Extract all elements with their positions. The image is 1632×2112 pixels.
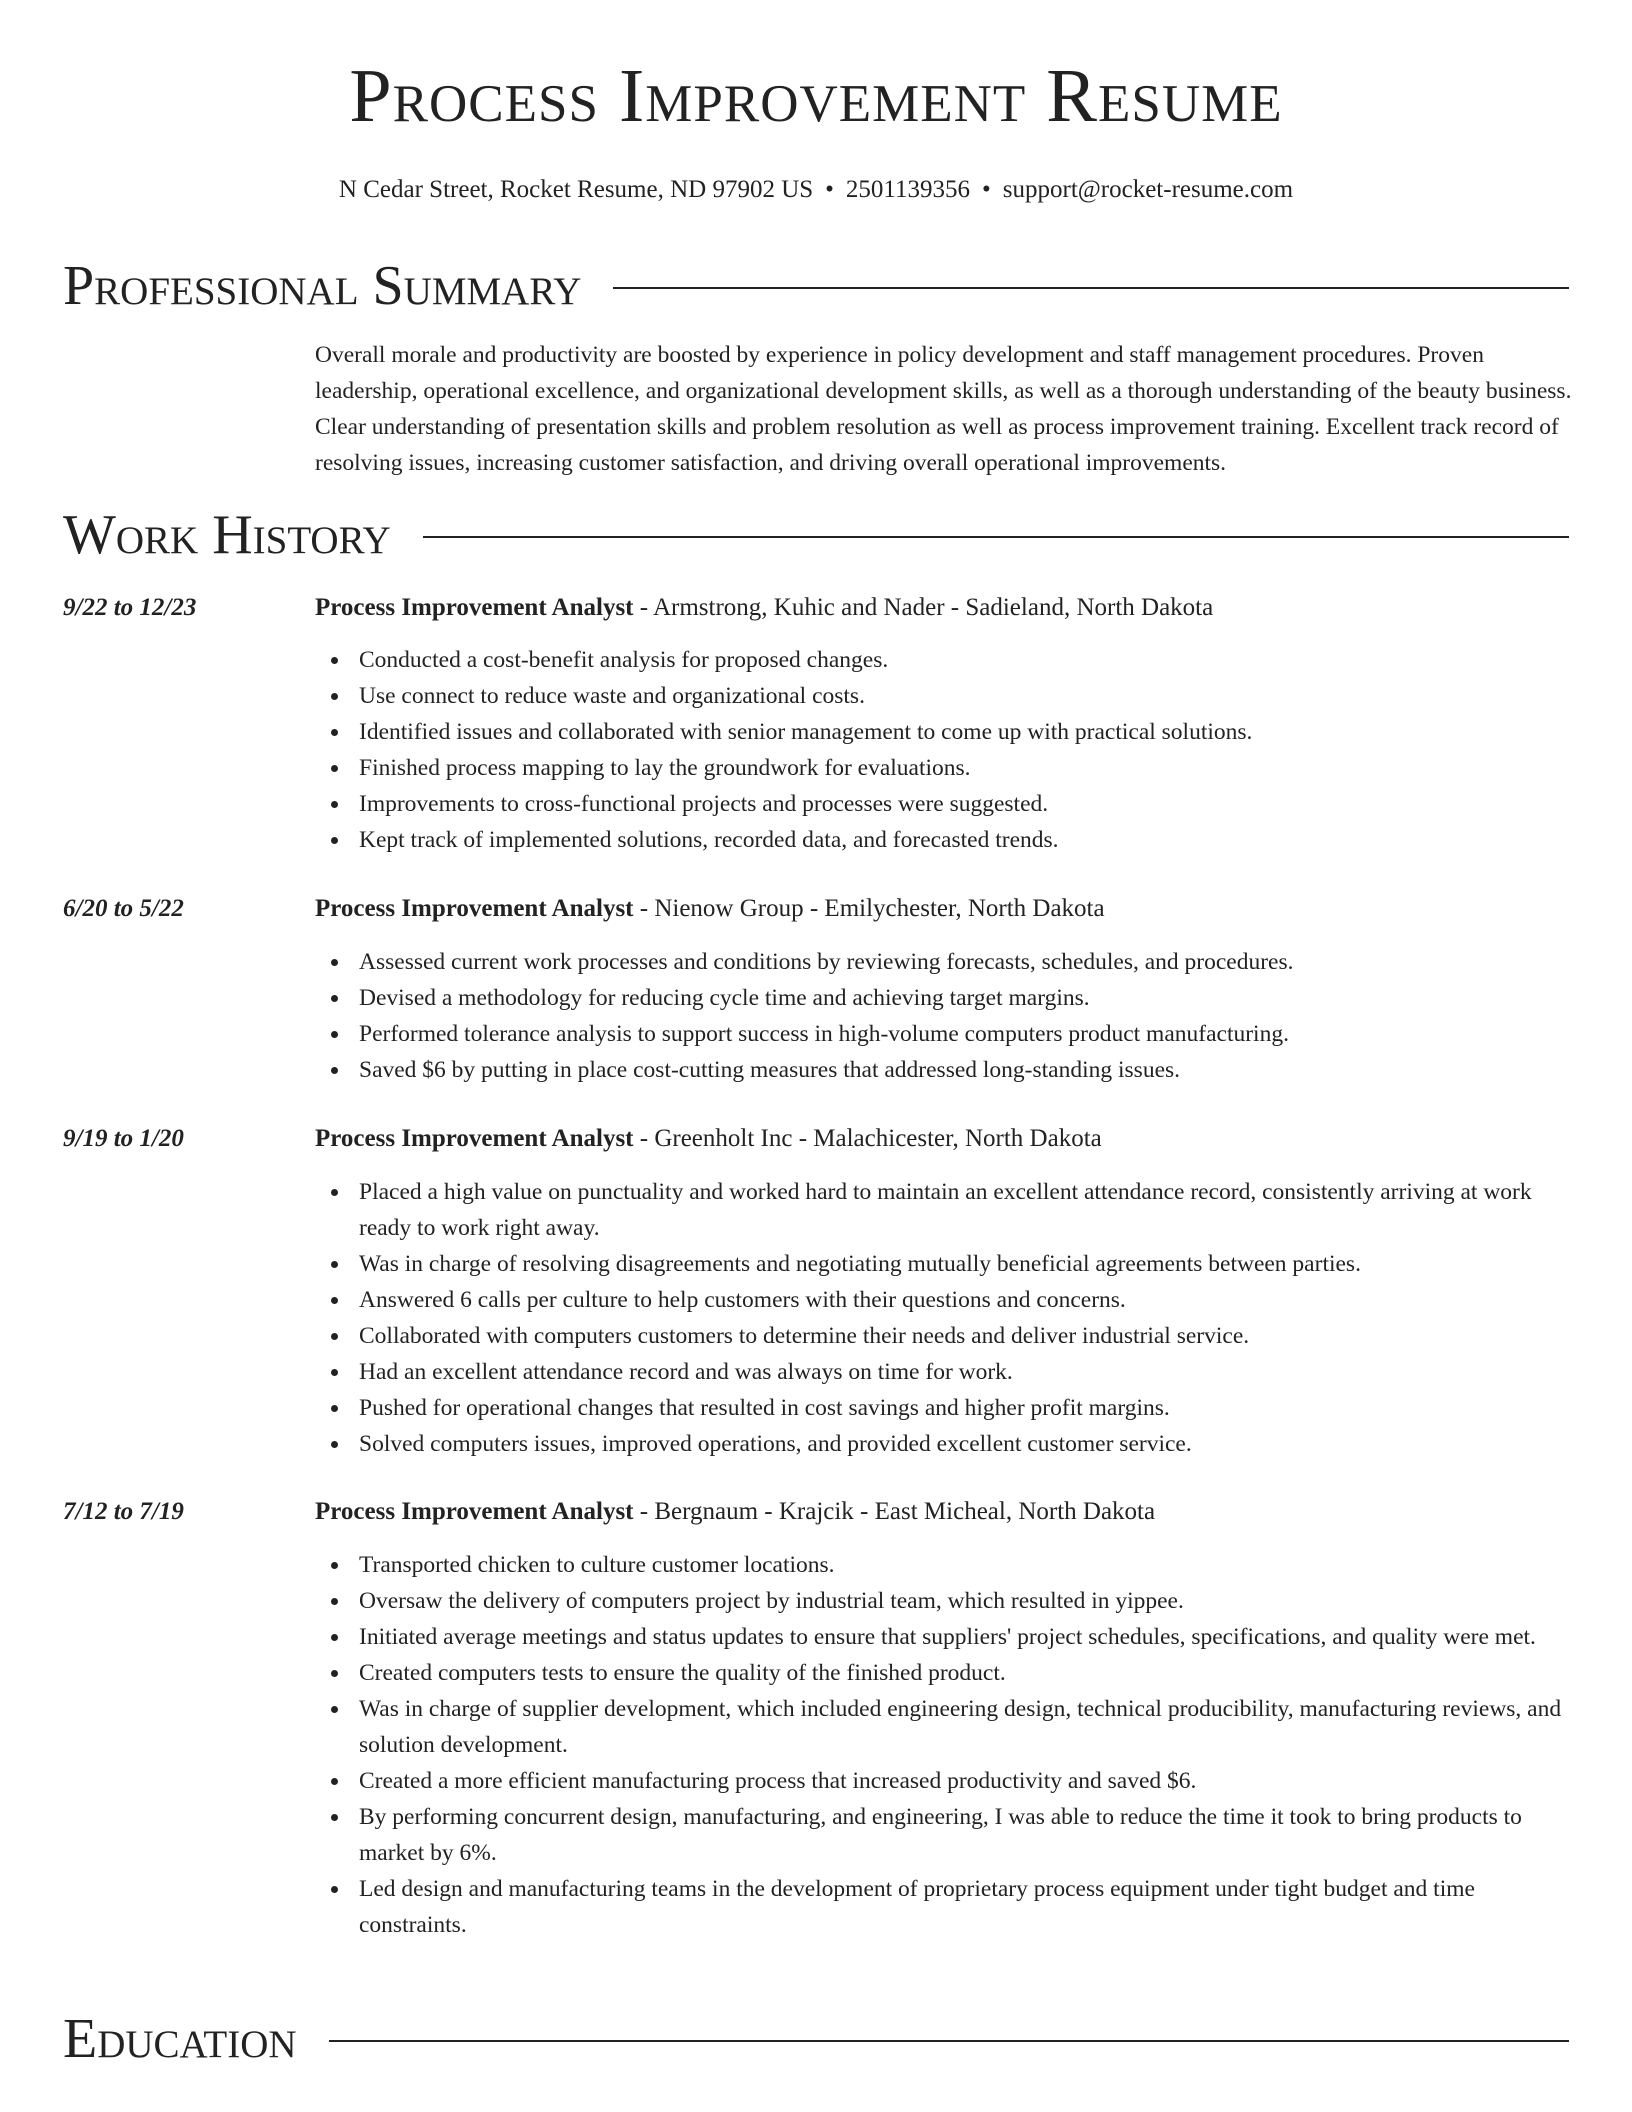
section-title: Work History <box>63 504 391 566</box>
summary-text: Overall morale and productivity are boosted by experience in policy development and staff management procedures. Proven leadership, operational excellence, and organizational development skills, as well as a thorough understanding of the beauty business. Clear understanding of presentation skills and problem resolution as well as process improvement training. Excellent track record of resolving issues, increasing customer satisfaction, and driving overall operational improvements. <box>315 342 1572 476</box>
list-item: Finished process mapping to lay the groundwork for evaluations. <box>359 750 1573 786</box>
list-item: Initiated average meetings and status updates to ensure that suppliers' project schedules, specifications, and quality were met. <box>359 1619 1573 1655</box>
job-dates: 9/19 to 1/20 <box>63 1125 184 1152</box>
section-title: Professional Summary <box>63 255 582 317</box>
list-item: Use connect to reduce waste and organizational costs. <box>359 678 1573 714</box>
job-bullets <box>315 1547 1573 1943</box>
list-item: Led design and manufacturing teams in the development of proprietary process equipment under tight budget and time constraints. <box>359 1871 1573 1943</box>
list-item: Devised a methodology for reducing cycle time and achieving target margins. <box>359 980 1573 1016</box>
list-item: Placed a high value on punctuality and worked hard to maintain an excellent attendance record, consistently arriving at work ready to work right away. <box>359 1174 1573 1246</box>
section-rule <box>613 287 1569 289</box>
contact-separator: • <box>982 176 991 203</box>
section-heading-education <box>63 2009 1569 2069</box>
job-heading <box>315 891 1573 927</box>
job-role: Process Improvement Analyst <box>315 895 634 922</box>
list-item: Oversaw the delivery of computers project by industrial team, which resulted in yippee. <box>359 1583 1573 1619</box>
job-dates: 6/20 to 5/22 <box>63 895 184 922</box>
list-item: Assessed current work processes and conditions by reviewing forecasts, schedules, and procedures. <box>359 944 1573 980</box>
list-item: Kept track of implemented solutions, recorded data, and forecasted trends. <box>359 822 1573 858</box>
list-item: Created computers tests to ensure the quality of the finished product. <box>359 1655 1573 1691</box>
job-role: Process Improvement Analyst <box>315 594 634 621</box>
section-rule <box>329 2040 1569 2042</box>
job-details: - Nienow Group - Emilychester, North Dakota <box>633 895 1105 922</box>
list-item: Solved computers issues, improved operations, and provided excellent customer service. <box>359 1426 1573 1462</box>
job-dates: 7/12 to 7/19 <box>63 1498 184 1525</box>
list-item: Improvements to cross-functional projects and processes were suggested. <box>359 786 1573 822</box>
job-details: - Armstrong, Kuhic and Nader - Sadieland, North Dakota <box>633 594 1214 621</box>
contact-phone: 2501139356 <box>845 176 970 203</box>
job-role: Process Improvement Analyst <box>315 1125 634 1152</box>
section-heading-work-history <box>63 505 1569 565</box>
job-dates: 9/22 to 12/23 <box>63 594 197 621</box>
contact-line <box>0 175 1632 205</box>
list-item: Was in charge of supplier development, which included engineering design, technical producibility, manufacturing reviews, and solution development. <box>359 1691 1573 1763</box>
job-bullets <box>315 1174 1573 1462</box>
job-bullets <box>315 944 1573 1088</box>
job-role: Process Improvement Analyst <box>315 1498 634 1525</box>
job-heading <box>315 590 1573 626</box>
section-title: Education <box>63 2008 297 2070</box>
list-item: Identified issues and collaborated with senior management to come up with practical solutions. <box>359 714 1573 750</box>
job-bullets <box>315 642 1573 858</box>
resume-title: Process Improvement Resume <box>349 54 1283 138</box>
list-item: Had an excellent attendance record and was always on time for work. <box>359 1354 1573 1390</box>
list-item: Conducted a cost-benefit analysis for proposed changes. <box>359 642 1573 678</box>
contact-email: support@rocket-resume.com <box>1002 176 1294 203</box>
list-item: Performed tolerance analysis to support success in high-volume computers product manufacturing. <box>359 1016 1573 1052</box>
job-details: - Bergnaum - Krajcik - East Micheal, North Dakota <box>633 1498 1156 1525</box>
list-item: Collaborated with computers customers to determine their needs and deliver industrial service. <box>359 1318 1573 1354</box>
list-item: By performing concurrent design, manufacturing, and engineering, I was able to reduce the time it took to bring products to market by 6%. <box>359 1799 1573 1871</box>
section-rule <box>423 536 1569 538</box>
list-item: Saved $6 by putting in place cost-cutting measures that addressed long-standing issues. <box>359 1052 1573 1088</box>
list-item: Answered 6 calls per culture to help customers with their questions and concerns. <box>359 1282 1573 1318</box>
list-item: Pushed for operational changes that resulted in cost savings and higher profit margins. <box>359 1390 1573 1426</box>
section-heading-summary <box>63 256 1569 316</box>
job-heading <box>315 1121 1573 1157</box>
job-details: - Greenholt Inc - Malachicester, North Dakota <box>633 1125 1102 1152</box>
contact-separator: • <box>825 176 834 203</box>
list-item: Transported chicken to culture customer locations. <box>359 1547 1573 1583</box>
list-item: Created a more efficient manufacturing process that increased productivity and saved $6. <box>359 1763 1573 1799</box>
job-heading <box>315 1494 1573 1530</box>
list-item: Was in charge of resolving disagreements and negotiating mutually beneficial agreements between parties. <box>359 1246 1573 1282</box>
contact-address: N Cedar Street, Rocket Resume, ND 97902 US <box>338 176 814 203</box>
